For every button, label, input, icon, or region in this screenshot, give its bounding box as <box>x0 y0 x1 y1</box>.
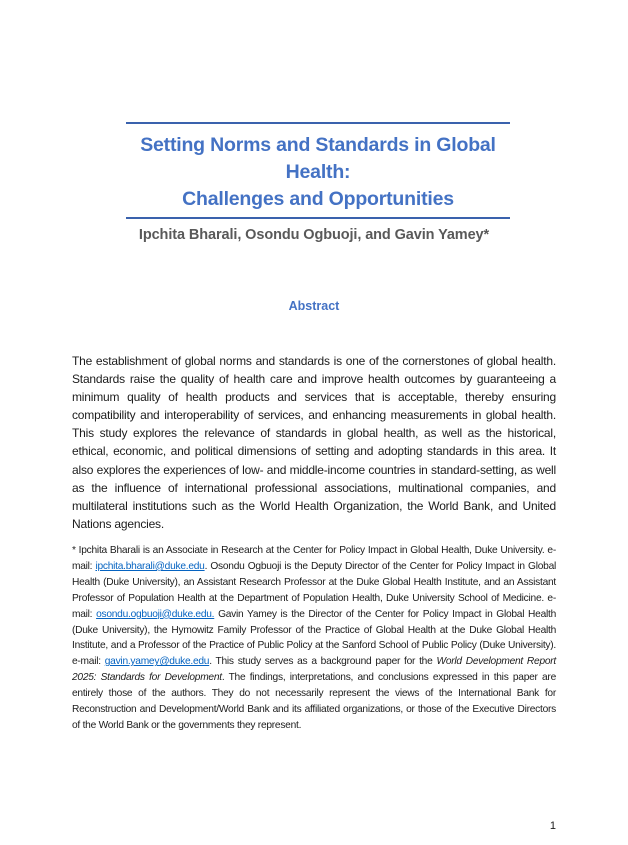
footnote-paragraph <box>72 543 556 734</box>
abstract-heading: Abstract <box>288 299 340 313</box>
title-block <box>126 122 510 219</box>
email-link[interactable]: osondu.ogbuoji@duke.edu. <box>96 608 215 620</box>
paper-title-line-2: Challenges and Opportunities <box>182 188 454 210</box>
report-title-italic: World Development Report 2025: Standards for Development <box>72 656 557 684</box>
footnote-text-run: Gavin Yamey is the Director of the Center for Policy Impact in Global Health (Duke University), the Hymowitz Family Professor of the Practice of Global Health at the Duke Global Health Institute, and a Professor of the Practice of Public Policy at the Sanford School of Public Policy (Duke University). e-mail: <box>72 608 556 668</box>
email-link[interactable]: gavin.yamey@duke.edu <box>104 656 210 668</box>
footnote-text-run: * Ipchita Bharali is an Associate in Research at the Center for Policy Impact in Global Health, Duke University. e-mail: <box>72 545 556 572</box>
abstract-paragraph: The establishment of global norms and standards is one of the cornerstones of global health. Standards raise the quality of health care and improve health outcomes by guaranteeing a minimum quality of health products and services that is acceptable, thereby ensuring compatibility and interoperability of services, and enhancing measurements in global health. This study explores the relevance of standards in global health, as well as the historical, ethical, economic, and political dimensions of setting and adopting standards in this area. It also explores the experiences of low- and middle-income countries in standard-setting, as well as the influence of international professional associations, multinational companies, and multilateral institutions such as the World Health Organization, the World Bank, and United Nations agencies. <box>72 354 556 531</box>
paper-title-line-1: Setting Norms and Standards in Global Health: <box>140 134 496 183</box>
email-link[interactable]: ipchita.bharali@duke.edu <box>95 560 205 572</box>
page-number: 1 <box>549 820 556 832</box>
footnote-text-run: . This study serves as a background paper for the <box>209 656 437 668</box>
authors-line: Ipchita Bharali, Osondu Ogbuoji, and Gavin Yamey* <box>138 227 490 243</box>
footnote-text-run: . The findings, interpretations, and conclusions expressed in this paper are entirely those of the authors. They do not necessarily represent the views of the International Bank for Reconstruction and Development/World Bank and its affiliated organizations, or those of the Executive Directors of the World Bank or the governments they represent. <box>72 672 556 731</box>
footnote-text-run: . Osondu Ogbuoji is the Deputy Director of the Center for Policy Impact in Global Health (Duke University), an Assistant Research Professor at the Duke Global Health Institute, and an Assistant Professor of Population Health at the Department of Population Health, Duke University School of Medicine. e-mail: <box>72 560 556 620</box>
